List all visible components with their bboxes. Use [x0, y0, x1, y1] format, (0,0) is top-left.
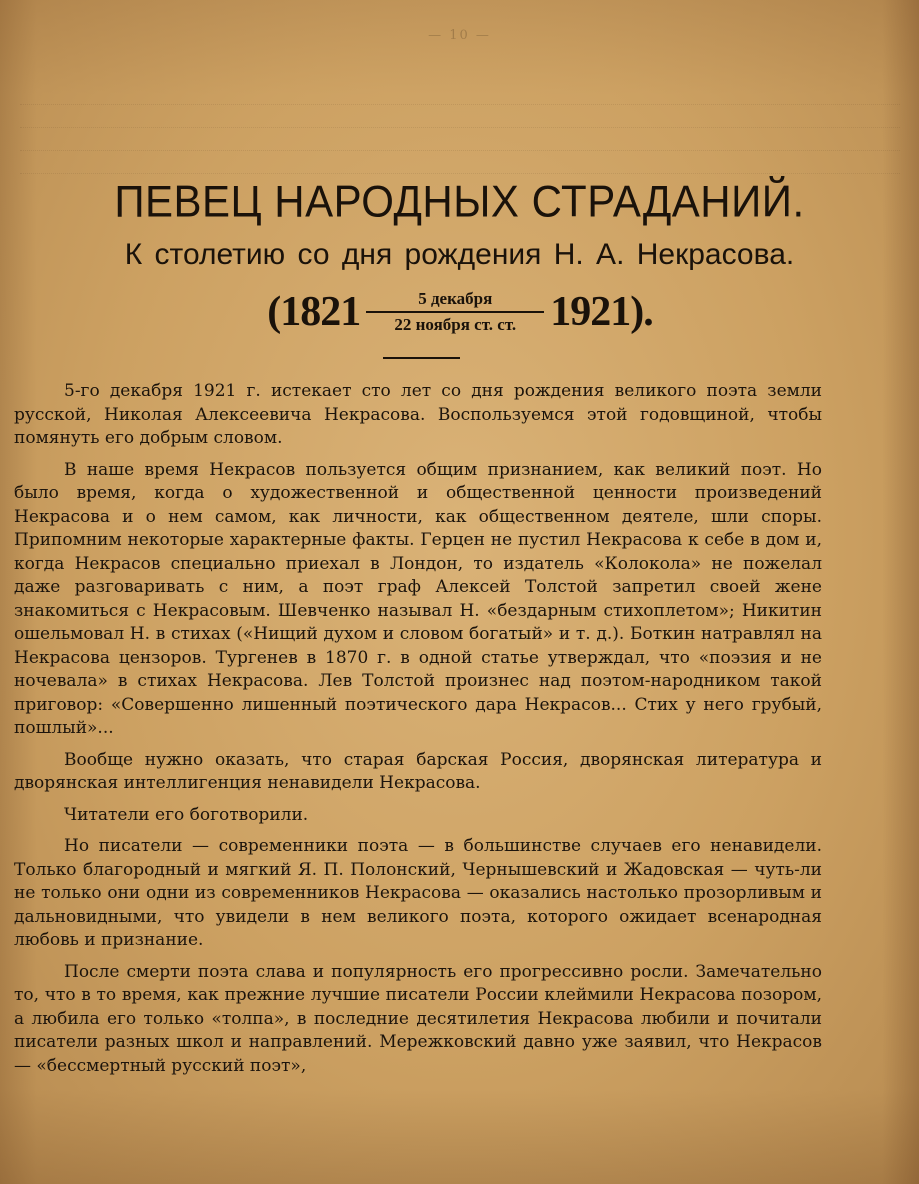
paragraph-1: 5-го декабря 1921 г. истекает сто лет со дня рождения великого поэта земли русской, Николая Алексеевича Некрасова. Воспользуемся этой годовщиной, чтобы помянуть его добрым словом.: [14, 381, 822, 448]
article-title: ПЕВЕЦ НАРОДНЫХ СТРАДАНИЙ.: [114, 176, 805, 227]
date-line: [240, 284, 680, 340]
paragraph-3: Вообще нужно оказать, что старая барская Россия, дворянская литература и дворянская интеллигенция ненавидели Некрасова.: [14, 749, 822, 793]
date-old-style: 22 ноября ст. ст.: [394, 315, 517, 334]
title-divider: [383, 357, 460, 359]
date-new-style: 5 декабря: [366, 289, 544, 313]
open-paren: (: [267, 289, 281, 335]
article-subtitle: К столетию со дня рождения Н. А. Некрасова.: [124, 238, 795, 271]
page-number: — 10 —: [428, 28, 491, 43]
year-start: 1821: [280, 289, 361, 335]
paragraph-6: После смерти поэта слава и популярность его прогрессивно росли. Замечательно то, что в то время, как прежние лучшие писатели России клеймили Некрасова позором, а любила его только «толпа», в последние десятилетия Некрасова любили и почитали писатели разных школ и направлений. Мережковский давно уже заявил, что Некрасов — «бессмертный русский поэт»,: [14, 961, 822, 1076]
paragraph-2: В наше время Некрасов пользуется общим признанием, как великий поэт. Но было время, когда о художественной и общественной ценности произведений Некрасова и о нем самом, как личности, как общественном деятеле, шли споры. Припомним некоторые характерные факты. Герцен не пустил Некрасова к себе в дом и, когда Некрасов специально приехал в Лондон, то издатель «Колокола» не пожелал даже разговаривать с ним, а поэт граф Алексей Толстой запретил своей жене знакомиться с Некрасовым. Шевченко называл Н. «бездарным стихоплетом»; Никитин ошельмовал Н. в стихах («Нищий духом и словом богатый» и т. д.). Боткин натравлял на Некрасова цензоров. Тургенев в 1870 г. в одной статье утверждал, что «поэзия и не ночевала» в стихах Некрасова. Лев Толстой произнес над поэтом-народником такой приговор: «Совершенно лишенный поэтического дара Некрасов... Стих у него грубый, пошлый»...: [14, 459, 822, 738]
year-end: 1921: [550, 289, 631, 335]
date-fraction: [366, 289, 544, 335]
article-body: [14, 380, 822, 1086]
paragraph-4: Читатели его боготворили.: [64, 804, 309, 825]
close-paren: ).: [630, 289, 653, 335]
paragraph-5: Но писатели — современники поэта — в большинстве случаев его ненавидели. Только благородный и мягкий Я. П. Полонский, Чернышевский и Жадовская — чуть-ли не только они одни из современников Некрасова — оказались настолько прозорливым и дальновидными, что увидели в нем великого поэта, которого ожидает всенародная любовь и признание.: [14, 836, 822, 950]
